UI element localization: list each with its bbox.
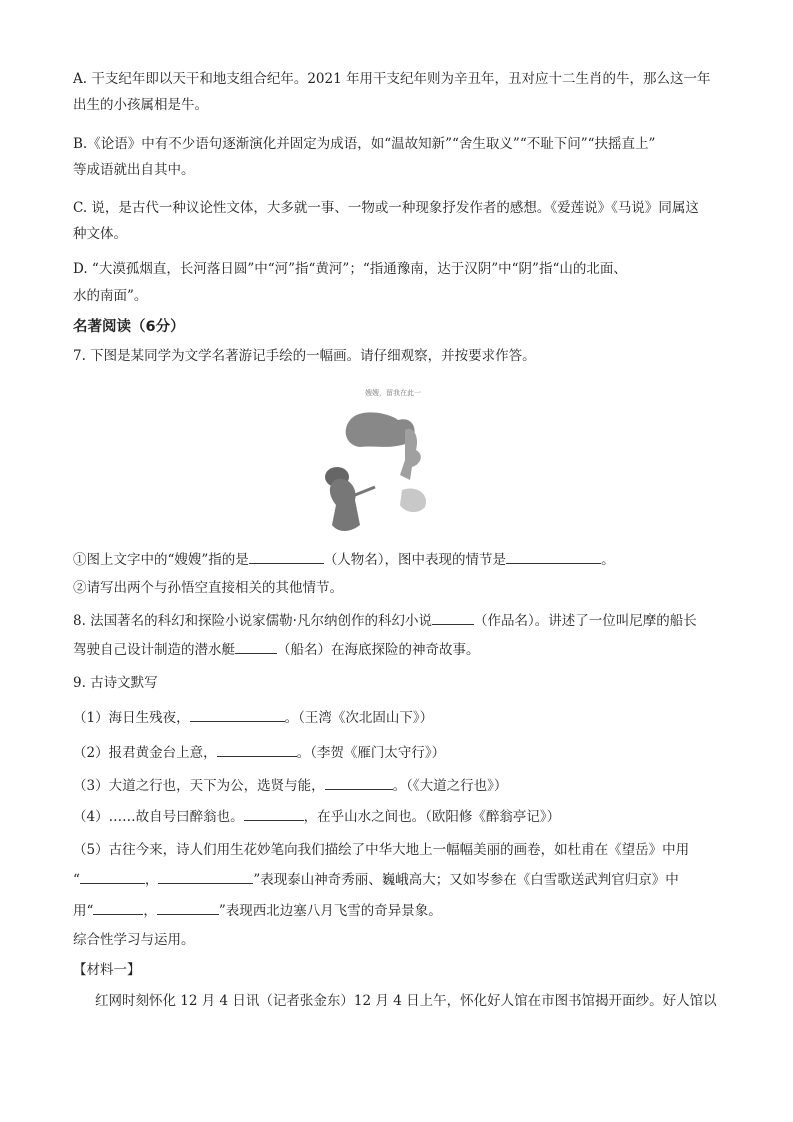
q9-text: 。（《大道之行也》） <box>392 778 508 794</box>
q9-text: （3）大道之行也，天下为公，选贤与能， <box>73 778 325 794</box>
option-d-line1: D. “大漠孤烟直，长河落日圆”中“河”指“黄河”；“指通豫南，达于汉阴”中“阴”指“山的北面、 <box>73 261 627 277</box>
option-c-line2: 种文体。 <box>73 226 127 242</box>
journey-illustration <box>320 375 480 537</box>
q9-text: 。（李贺《雁门太守行》） <box>296 745 446 761</box>
answer-blank[interactable] <box>432 611 474 625</box>
q7-sub1-text: ①图上文字中的“嫂嫂”指的是 <box>73 552 249 568</box>
option-c-line1: C. 说，是古代一种议论性文体，大多就一事、一物或一种现象抒发作者的感想。《爱莲说》《马说》同属这 <box>73 200 699 216</box>
q9-item-1 <box>73 708 433 727</box>
q9-text: （1）海日生残夜， <box>73 710 190 726</box>
q9-text: ”表现西北边塞八月飞雪的奇异景象。 <box>218 903 442 919</box>
q9-item-5-line2 <box>73 870 679 889</box>
answer-blank[interactable] <box>217 743 297 757</box>
answer-blank[interactable] <box>249 550 324 564</box>
answer-blank[interactable] <box>157 901 219 915</box>
q7-prompt: 7. 下图是某同学为文学名著游记手绘的一幅画。请仔细观察，并按要求作答。 <box>73 348 536 364</box>
answer-blank[interactable] <box>80 870 145 884</box>
answer-blank[interactable] <box>158 870 253 884</box>
answer-blank[interactable] <box>506 550 601 564</box>
q9-text: ， <box>143 903 157 919</box>
q9-text: （4）……故自号曰醉翁也。 <box>73 809 244 825</box>
q9-item-5-line3 <box>73 901 442 920</box>
q9-item-4 <box>73 807 560 826</box>
answer-blank[interactable] <box>325 776 393 790</box>
section-heading: 名著阅读（6分） <box>73 319 185 335</box>
q7-sub1 <box>73 550 615 569</box>
option-a-line2: 出生的小孩属相是牛。 <box>73 97 208 113</box>
option-b-line1: B.《论语》中有不少语句逐渐演化并固定为成语，如“温故知新”“舍生取义”“不耻下问”“扶摇直上” <box>73 136 656 152</box>
comprehensive-heading: 综合性学习与运用。 <box>73 932 195 948</box>
q7-sub2: ②请写出两个与孙悟空直接相关的其他情节。 <box>73 580 343 596</box>
q9-title: 9. 古诗文默写 <box>73 675 158 691</box>
q7-sub1-text: 。 <box>601 552 615 568</box>
q9-text: 用“ <box>73 903 94 919</box>
q9-item-5-line1: （5）古往今来，诗人们用生花妙笔向我们描绘了中华大地上一幅幅美丽的画卷，如杜甫在《望岳》中用 <box>73 842 690 858</box>
answer-blank[interactable] <box>93 901 143 915</box>
answer-blank[interactable] <box>244 807 304 821</box>
q8-text: 驾驶自己设计制造的潜水艇 <box>73 642 235 658</box>
q9-text: ”表现泰山神奇秀丽、巍峨高大；又如岑参在《白雪歌送武判官归京》中 <box>253 872 679 888</box>
q8-text: 8. 法国著名的科幻和探险小说家儒勒·凡尔纳创作的科幻小说 <box>73 613 432 629</box>
answer-blank[interactable] <box>235 640 277 654</box>
illustration-caption: 嫂嫂，留我在此一 <box>365 389 421 397</box>
q9-item-2 <box>73 743 445 762</box>
material-label: 【材料一】 <box>73 962 141 978</box>
answer-blank[interactable] <box>190 708 285 722</box>
q9-item-3 <box>73 776 507 795</box>
q8-line1 <box>73 611 697 630</box>
q9-text: 。（王湾《次北固山下》） <box>284 710 434 726</box>
q8-text: （船名）在海底探险的神奇故事。 <box>277 642 480 658</box>
q9-text: （2）报君黄金台上意， <box>73 745 217 761</box>
q8-text: （作品名）。讲述了一位叫尼摩的船长 <box>473 613 697 629</box>
q9-text: ， <box>144 872 159 888</box>
option-d-line2: 水的南面”。 <box>73 288 148 304</box>
q8-line2 <box>73 640 480 659</box>
q7-sub1-text: （人物名），图中表现的情节是 <box>323 552 507 568</box>
q9-text: ，在乎山水之间也。（欧阳修《醉翁亭记》） <box>303 809 561 825</box>
option-b-line2: 等成语就出自其中。 <box>73 162 195 178</box>
q9-text: “ <box>73 872 80 888</box>
material-text: 红网时刻怀化 12 月 4 日讯（记者张金东）12 月 4 日上午，怀化好人馆在市图书馆揭开面纱。好人馆以 <box>95 993 717 1009</box>
option-a-line1: A. 干支纪年即以天干和地支组合纪年。2021 年用干支纪年则为辛丑年，丑对应十二生肖的牛，那么这一年 <box>73 71 711 87</box>
